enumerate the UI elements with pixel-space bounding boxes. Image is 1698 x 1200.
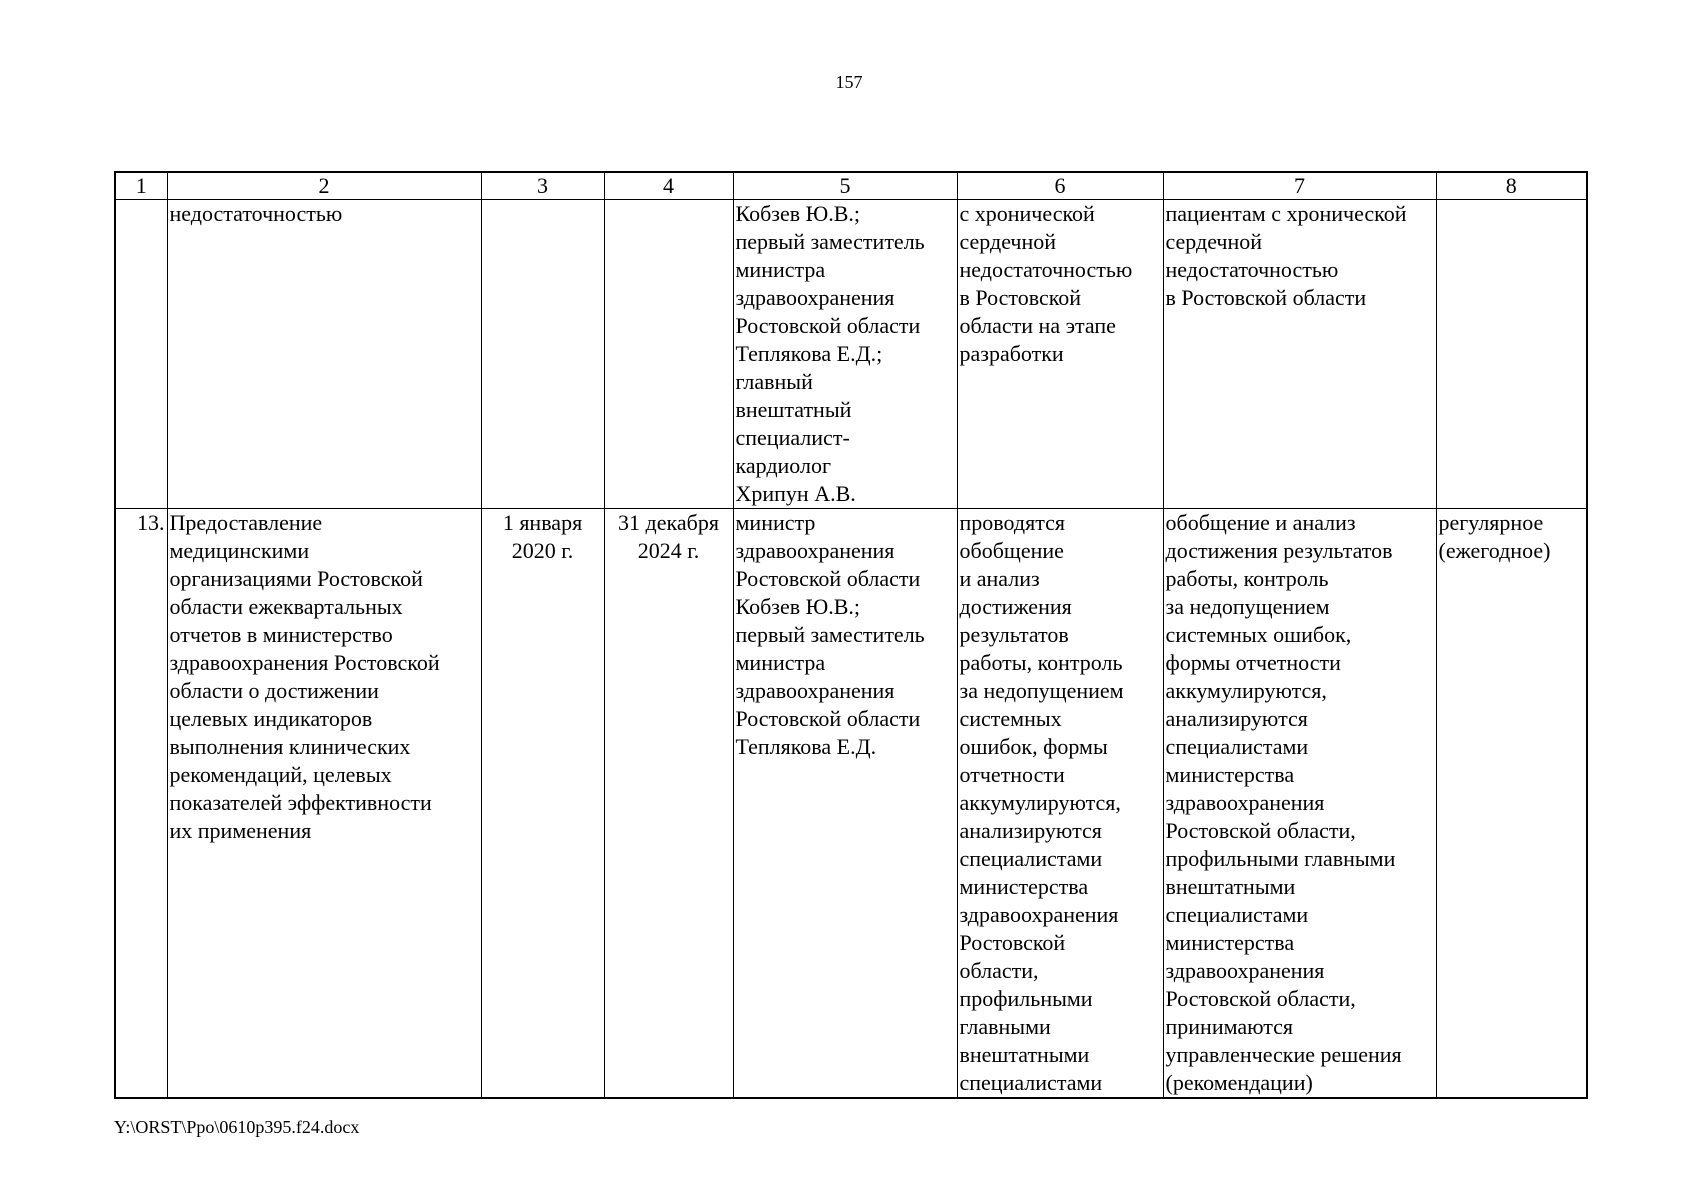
row-number-cell: 13. xyxy=(115,509,167,1099)
column-header: 5 xyxy=(733,172,957,200)
type-cell xyxy=(1436,200,1587,509)
column-number-row xyxy=(115,172,1587,200)
start-date-cell xyxy=(481,200,604,509)
plan-table xyxy=(114,171,1588,1099)
description-cell: проводятся обобщение и анализ достижения результатов работы, контроль за недопущением системных ошибок, формы отчетности аккумулируются, анализируются специалистами министерства здравоохранения Ростовской области, профильными главными внештатными специалистами xyxy=(957,509,1163,1099)
column-header: 1 xyxy=(115,172,167,200)
page-number: 157 xyxy=(835,72,863,92)
column-header: 8 xyxy=(1436,172,1587,200)
result-cell: обобщение и анализ достижения результатов работы, контроль за недопущением системных ошибок, формы отчетности аккумулируются, анализируются специалистами министерства здравоохранения Ростовской области, профильными главными внештатными специалистами министерства здравоохранения Ростовской области, принимаются управленческие решения (рекомендации) xyxy=(1163,509,1436,1099)
table-row xyxy=(115,509,1587,1099)
description-cell: с хронической сердечной недостаточностью в Ростовской области на этапе разработки xyxy=(957,200,1163,509)
row-number-cell xyxy=(115,200,167,509)
end-date-cell xyxy=(604,200,733,509)
result-cell: пациентам с хронической сердечной недостаточностью в Ростовской области xyxy=(1163,200,1436,509)
column-header: 3 xyxy=(481,172,604,200)
responsible-cell: министр здравоохранения Ростовской области Кобзев Ю.В.; первый заместитель министра здравоохранения Ростовской области Теплякова Е.Д. xyxy=(733,509,957,1099)
start-date-cell: 1 января 2020 г. xyxy=(481,509,604,1099)
end-date-cell: 31 декабря 2024 г. xyxy=(604,509,733,1099)
responsible-cell: Кобзев Ю.В.; первый заместитель министра здравоохранения Ростовской области Теплякова Е.Д.; главный внештатный специалист- кардиолог Хрипун А.В. xyxy=(733,200,957,509)
activity-name-cell: Предоставление медицинскими организациями Ростовской области ежеквартальных отчетов в министерство здравоохранения Ростовской области о достижении целевых индикаторов выполнения клинических рекомендаций, целевых показателей эффективности их применения xyxy=(167,509,481,1099)
column-header: 7 xyxy=(1163,172,1436,200)
column-header: 2 xyxy=(167,172,481,200)
type-cell: регулярное (ежегодное) xyxy=(1436,509,1587,1099)
column-header: 6 xyxy=(957,172,1163,200)
activity-name-cell: недостаточностью xyxy=(167,200,481,509)
file-path-footer: Y:\ORST\Ppo\0610p395.f24.docx xyxy=(114,1117,360,1137)
column-header: 4 xyxy=(604,172,733,200)
table-row xyxy=(115,200,1587,509)
